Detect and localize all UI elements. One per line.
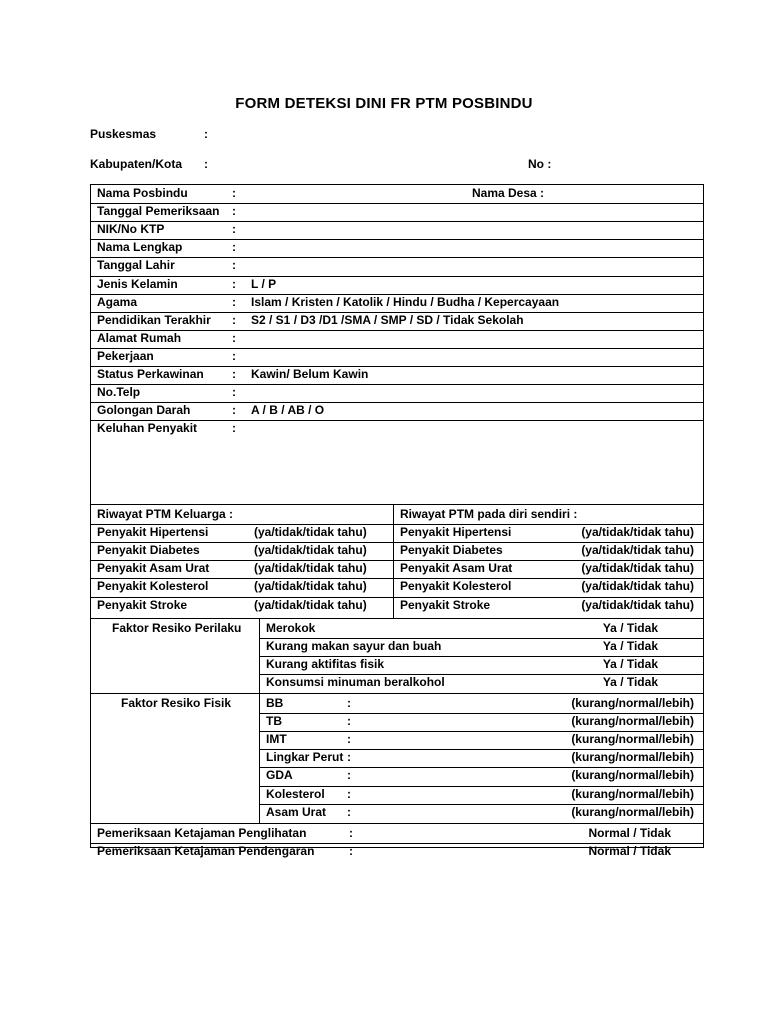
fisik-item: Lingkar Perut <box>266 750 344 765</box>
row-divider <box>90 330 704 331</box>
identity-field-label: Status Perkawinan <box>97 367 204 381</box>
riwayat-diri-disease: Penyakit Stroke <box>400 597 491 612</box>
row-divider <box>90 221 704 222</box>
nama-desa-label: Nama Desa : <box>472 186 545 200</box>
identity-field-label: Pekerjaan <box>97 348 154 363</box>
fisik-item: GDA <box>266 768 293 783</box>
fisik-item-colon: : <box>347 750 351 765</box>
riwayat-keluarga-disease: Penyakit Kolesterol <box>97 579 209 594</box>
fisik-options: (kurang/normal/lebih) <box>571 786 694 801</box>
pemeriksaan-colon: : <box>349 843 353 858</box>
identity-field-value: Islam / Kristen / Katolik / Hindu / Budha / Kepercayaan <box>251 294 560 309</box>
identity-field-colon: : <box>232 330 236 345</box>
riwayat-keluarga-options: (ya/tidak/tidak tahu) <box>254 525 367 540</box>
riwayat-keluarga-title: Riwayat PTM Keluarga : <box>97 507 234 521</box>
fisik-item-colon: : <box>347 696 351 710</box>
perilaku-options: Ya / Tidak <box>602 620 658 635</box>
identity-field-label: Jenis Kelamin <box>97 276 178 291</box>
riwayat-keluarga-options: (ya/tidak/tidak tahu) <box>254 543 367 558</box>
riwayat-diri-options: (ya/tidak/tidak tahu) <box>581 597 694 612</box>
pemeriksaan-colon: : <box>349 825 353 840</box>
identity-field-label: Pendidikan Terakhir <box>97 312 211 327</box>
form-title: FORM DETEKSI DINI FR PTM POSBINDU <box>235 95 533 112</box>
riwayat-diri-disease: Penyakit Diabetes <box>400 543 503 558</box>
fisik-item: Kolesterol <box>266 786 325 801</box>
row-divider <box>259 767 704 768</box>
riwayat-diri-disease: Penyakit Hipertensi <box>400 525 512 540</box>
fisik-item-colon: : <box>347 786 351 801</box>
fisik-item-colon: : <box>347 768 351 783</box>
puskesmas-colon: : <box>204 127 208 141</box>
fisik-options: (kurang/normal/lebih) <box>571 804 694 819</box>
row-divider <box>259 638 704 639</box>
perilaku-options: Ya / Tidak <box>602 656 658 671</box>
pemeriksaan-item: Pemeriksaan Ketajaman Pendengaran <box>97 843 315 858</box>
identity-field-label: No.Telp <box>97 385 141 400</box>
riwayat-keluarga-disease: Penyakit Hipertensi <box>97 525 209 540</box>
row-divider <box>259 731 704 732</box>
row-divider <box>90 843 704 844</box>
fisik-item-colon: : <box>347 714 351 729</box>
identity-field-colon: : <box>232 240 236 255</box>
riwayat-diri-title: Riwayat PTM pada diri sendiri : <box>400 507 578 521</box>
riwayat-keluarga-options: (ya/tidak/tidak tahu) <box>254 579 367 594</box>
riwayat-diri-options: (ya/tidak/tidak tahu) <box>581 525 694 540</box>
identity-field-label: Agama <box>97 294 138 309</box>
identity-field-value: L / P <box>251 276 277 291</box>
riwayat-diri-options: (ya/tidak/tidak tahu) <box>581 561 694 576</box>
identity-field-value: S2 / S1 / D3 /D1 /SMA / SMP / SD / Tidak Sekolah <box>251 312 524 327</box>
fisik-item-colon: : <box>347 732 351 747</box>
row-divider <box>259 804 704 805</box>
identity-field-colon: : <box>232 348 236 363</box>
fisik-item: IMT <box>266 732 287 747</box>
row-divider <box>259 713 704 714</box>
row-divider <box>90 276 704 277</box>
perilaku-item: Konsumsi minuman beralkohol <box>266 674 445 689</box>
identity-field-label: Nama Posbindu <box>97 186 188 200</box>
identity-field-label: Tanggal Pemeriksaan <box>97 204 220 219</box>
kabupaten-colon: : <box>204 157 208 171</box>
identity-field-colon: : <box>232 385 236 400</box>
row-divider <box>259 749 704 750</box>
identity-field-value: Kawin/ Belum Kawin <box>251 367 369 381</box>
riwayat-keluarga-disease: Penyakit Asam Urat <box>97 561 210 576</box>
column-divider <box>393 505 394 618</box>
fisik-item-colon: : <box>347 804 351 819</box>
fisik-title: Faktor Resiko Fisik <box>121 696 232 710</box>
fisik-options: (kurang/normal/lebih) <box>571 768 694 783</box>
identity-field-colon: : <box>232 312 236 327</box>
perilaku-item: Kurang makan sayur dan buah <box>266 638 442 653</box>
pemeriksaan-options: Normal / Tidak <box>588 843 671 858</box>
perilaku-title: Faktor Resiko Perilaku <box>112 620 242 635</box>
fisik-item: TB <box>266 714 282 729</box>
row-divider <box>259 656 704 657</box>
fisik-item: BB <box>266 696 284 710</box>
kabupaten-label: Kabupaten/Kota <box>90 157 183 171</box>
identity-field-colon: : <box>232 222 236 237</box>
row-divider <box>90 348 704 349</box>
identity-field-colon: : <box>232 294 236 309</box>
riwayat-diri-disease: Penyakit Asam Urat <box>400 561 513 576</box>
perilaku-options: Ya / Tidak <box>602 638 658 653</box>
puskesmas-label: Puskesmas <box>90 127 157 141</box>
identity-field-label: Keluhan Penyakit <box>97 421 198 436</box>
riwayat-keluarga-disease: Penyakit Stroke <box>97 597 188 612</box>
perilaku-options: Ya / Tidak <box>602 674 658 689</box>
identity-field-label: Tanggal Lahir <box>97 258 175 273</box>
identity-field-colon: : <box>232 367 236 381</box>
identity-field-label: Golongan Darah <box>97 403 191 418</box>
riwayat-keluarga-options: (ya/tidak/tidak tahu) <box>254 597 367 612</box>
perilaku-item: Merokok <box>266 620 316 635</box>
pemeriksaan-options: Normal / Tidak <box>588 825 671 840</box>
row-divider <box>259 786 704 787</box>
identity-field-colon: : <box>232 276 236 291</box>
perilaku-item: Kurang aktifitas fisik <box>266 656 385 671</box>
riwayat-diri-options: (ya/tidak/tidak tahu) <box>581 579 694 594</box>
identity-field-colon: : <box>232 258 236 273</box>
identity-field-label: Alamat Rumah <box>97 330 182 345</box>
identity-field-value: A / B / AB / O <box>251 403 325 418</box>
fisik-options: (kurang/normal/lebih) <box>571 714 694 729</box>
identity-field-colon: : <box>232 204 236 219</box>
row-divider <box>90 257 704 258</box>
identity-field-colon: : <box>232 421 236 436</box>
riwayat-keluarga-options: (ya/tidak/tidak tahu) <box>254 561 367 576</box>
pemeriksaan-item: Pemeriksaan Ketajaman Penglihatan <box>97 825 307 840</box>
riwayat-diri-options: (ya/tidak/tidak tahu) <box>581 543 694 558</box>
identity-field-colon: : <box>232 403 236 418</box>
identity-field-label: NIK/No KTP <box>97 222 165 237</box>
row-divider <box>259 674 704 675</box>
fisik-options: (kurang/normal/lebih) <box>571 732 694 747</box>
no-label: No : <box>528 157 552 171</box>
riwayat-keluarga-disease: Penyakit Diabetes <box>97 543 200 558</box>
identity-field-label: Nama Lengkap <box>97 240 183 255</box>
fisik-options: (kurang/normal/lebih) <box>571 750 694 765</box>
riwayat-diri-disease: Penyakit Kolesterol <box>400 579 512 594</box>
identity-field-colon: : <box>232 186 236 200</box>
row-divider <box>90 384 704 385</box>
fisik-item: Asam Urat <box>266 804 327 819</box>
column-divider <box>259 619 260 823</box>
fisik-options: (kurang/normal/lebih) <box>571 696 694 710</box>
